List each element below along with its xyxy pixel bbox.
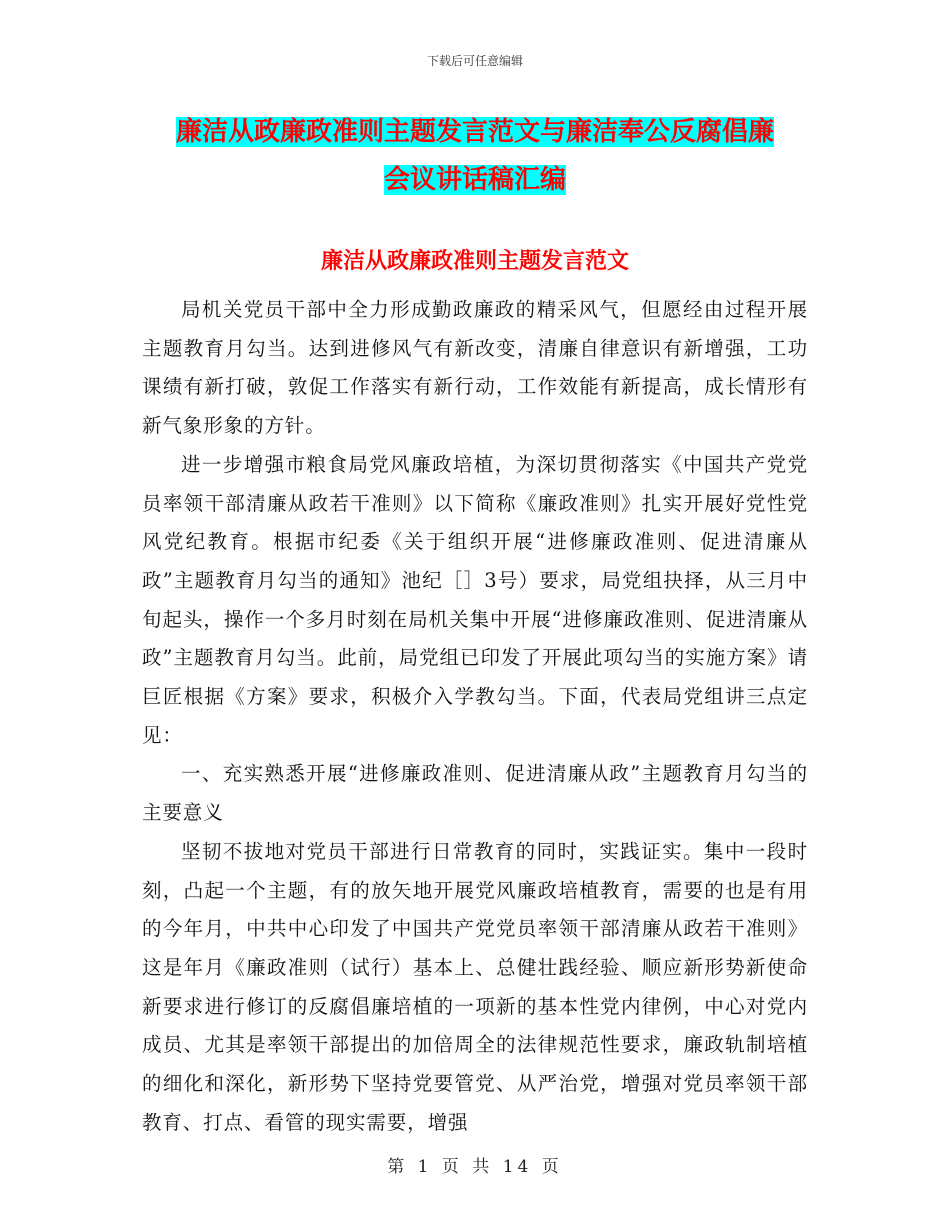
paragraph: 局机关党员干部中全力形成勤政廉政的精采风气，但愿经由过程开展主题教育月勾当。达到进修风气有新改变，清廉自律意识有新增强，工功课绩有新打破，敦促工作落实有新行动，工作效能有新提高，成长情形有新气象形象的方针。 [142,298,808,438]
page-header: 下载后可任意编辑 [426,54,523,68]
document-title [140,108,810,204]
paragraph: 坚韧不拔地对党员干部进行日常教育的同时，实践证实。集中一段时刻，凸起一个主题，有的放矢地开展党风廉政培植教育，需要的也是有用的今年月，中共中心印发了中国共产党党员率领干部清廉从政若干准则》这是年月《廉政准则（试行）基本上、总健壮践经验、顺应新形势新使命新要求进行修订的反腐倡廉培植的一项新的基本性党内律例，中心对党内成员、尤其是率领干部提出的加倍周全的法律规范性要求，廉政轨制培植的细化和深化，新形势下坚持党要管党、从严治党，增强对党员率领干部教育、打点、看管的现实需要，增强 [142,839,808,1134]
page-number: 第 1 页 共 14 页 [387,1157,563,1177]
body-text [142,291,808,1142]
paragraph-heading: 一、充实熟悉开展“进修廉政准则、促进清廉从政”主题教育月勾当的主要意义 [142,762,808,825]
paragraph: 进一步增强市粮食局党风廉政培植，为深切贯彻落实《中国共产党党员率领干部清廉从政若干准则》以下简称《廉政准则》扎实开展好党性党风党纪教育。根据市纪委《关于组织开展“进修廉政准则、促进清廉从政”主题教育月勾当的通知》池纪［］3号）要求，局党组抉择，从三月中旬起头，操作一个多月时刻在局机关集中开展“进修廉政准则、促进清廉从政”主题教育月勾当。此前，局党组已印发了开展此项勾当的实施方案》请巨匠根据《方案》要求，积极介入学教勾当。下面，代表局党组讲三点定见： [142,452,808,747]
document-title-line-1: 廉洁从政廉政准则主题发言范文与廉洁奉公反腐倡廉 [175,117,774,147]
document-title-line-2: 会议讲话稿汇编 [383,165,566,195]
section-title: 廉洁从政廉政准则主题发言范文 [320,249,629,274]
